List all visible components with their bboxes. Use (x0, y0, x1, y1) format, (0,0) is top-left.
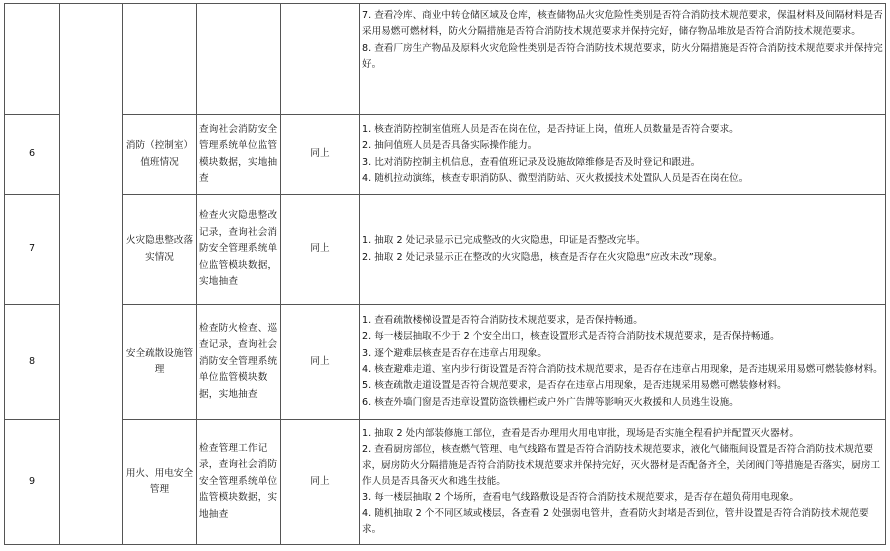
requirement-item: 2. 查看厨房部位，核查燃气管理、电气线路布置是否符合消防技术规范要求，液化气储瓶间设置是否符合消防技术规范要求，厨房防火分隔措施是否符合消防技术规范要求并保持完好，灭火器材是否配备齐全，关闭阀门等措施是否落实，厨房工作人员是否具备灭火和逃生技能。 (362, 444, 881, 487)
requirement-item: 2. 抽问值班人员是否具备实际操作能力。 (362, 140, 538, 152)
requirement-item: 7. 查看冷库、商业中转仓储区域及仓库，核查储物品火灾危险性类别是否符合消防技术规范要求，保温材料及间隔材料是否采用易燃可燃材料，防火分隔措施是否符合消防技术规范要求并保持完好，储存物品堆放是否符合消防技术规范要求。 (362, 10, 883, 38)
row-number: 6 (5, 115, 60, 195)
check-frequency: 同上 (281, 115, 360, 195)
check-method: 检查管理工作记录，查询社会消防安全管理系统单位监管模块数据，实地抽查 (197, 420, 281, 545)
row-number: 7 (5, 195, 60, 305)
requirement-item: 4. 核查避难走道、室内步行街设置是否符合消防技术规范要求，是否存在违章占用现象，是否违规采用易燃可燃装修材料。 (362, 364, 883, 375)
table-row (5, 115, 886, 195)
table-row (5, 420, 886, 545)
requirement-item: 1. 抽取 2 处内部装修施工部位，查看是否办理用火用电审批，现场是否实施全程看护并配置灭火器材。 (362, 428, 799, 439)
inspection-table (4, 3, 886, 545)
check-method: 查询社会消防安全管理系统单位监管模块数据，实地抽查 (197, 115, 281, 195)
requirement-item: 4. 随机拉动演练，核查专职消防队、微型消防站、灭火救援技术处置队人员是否在岗在位。 (362, 172, 749, 184)
check-item: 安全疏散设施管理 (123, 305, 197, 420)
table-row (5, 305, 886, 420)
table-row (5, 195, 886, 305)
requirement-item: 8. 查看厂房生产物品及原料火灾危险性类别是否符合消防技术规范要求，防火分隔措施是否符合消防技术规范要求并保持完好。 (362, 42, 883, 71)
requirement-item: 2. 抽取 2 处记录显示正在整改的火灾隐患，核查是否存在火灾隐患“应改未改”现象。 (362, 251, 723, 263)
requirement-item: 3. 比对消防控制主机信息，查看值班记录及设施故障维修是否及时登记和跟进。 (362, 156, 701, 168)
requirement-item: 5. 核查疏散走道设置是否符合规范要求，是否存在违章占用现象，是否违规采用易燃可燃装修材料。 (362, 380, 787, 392)
check-requirements (360, 305, 886, 420)
requirement-item: 3. 每一楼层抽取 2 个场所，查看电气线路敷设是否符合消防技术规范要求，是否存在超负荷用电现象。 (362, 492, 799, 503)
check-requirements (360, 4, 886, 115)
requirement-item: 1. 抽取 2 处记录显示已完成整改的火灾隐患，印证是否整改完毕。 (362, 235, 646, 247)
check-method (197, 4, 281, 115)
check-item: 火灾隐患整改落实情况 (123, 195, 197, 305)
check-frequency: 同上 (281, 305, 360, 420)
table-row (5, 4, 886, 115)
requirement-item: 2. 每一楼层抽取不少于 2 个安全出口，核查设置形式是否符合消防技术规范要求，是否保持畅通。 (362, 331, 780, 343)
merged-column-cell (60, 4, 123, 545)
check-item (123, 4, 197, 115)
check-requirements (360, 420, 886, 545)
requirement-item: 1. 核查消防控制室值班人员是否在岗在位，是否持证上岗，值班人员数量是否符合要求。 (362, 123, 739, 135)
check-method: 检查防火检查、巡查记录，查询社会消防安全管理系统单位监管模块数据，实地抽查 (197, 305, 281, 420)
row-number: 9 (5, 420, 60, 545)
check-item: 消防（控制室）值班情况 (123, 115, 197, 195)
check-requirements (360, 195, 886, 305)
check-frequency (281, 4, 360, 115)
requirement-item: 6. 核查外墙门窗是否违章设置防盗铁栅栏或户外广告牌等影响灭火救援和人员逃生设施。 (362, 396, 739, 408)
check-method: 检查火灾隐患整改记录，查询社会消防安全管理系统单位监管模块数据，实地抽查 (197, 195, 281, 305)
check-requirements (360, 115, 886, 195)
check-frequency: 同上 (281, 195, 360, 305)
requirement-item: 1. 查看疏散楼梯设置是否符合消防技术规范要求，是否保持畅通。 (362, 314, 643, 326)
check-item: 用火、用电安全管理 (123, 420, 197, 545)
requirement-item: 3. 逐个避难层核查是否存在违章占用现象。 (362, 347, 547, 359)
check-frequency: 同上 (281, 420, 360, 545)
requirement-item: 4. 随机抽取 2 个不同区域或楼层，各查看 2 处强弱电管井，查看防火封堵是否到位，管井设置是否符合消防技术规范要求。 (362, 508, 869, 535)
row-number: 8 (5, 305, 60, 420)
row-number (5, 4, 60, 115)
